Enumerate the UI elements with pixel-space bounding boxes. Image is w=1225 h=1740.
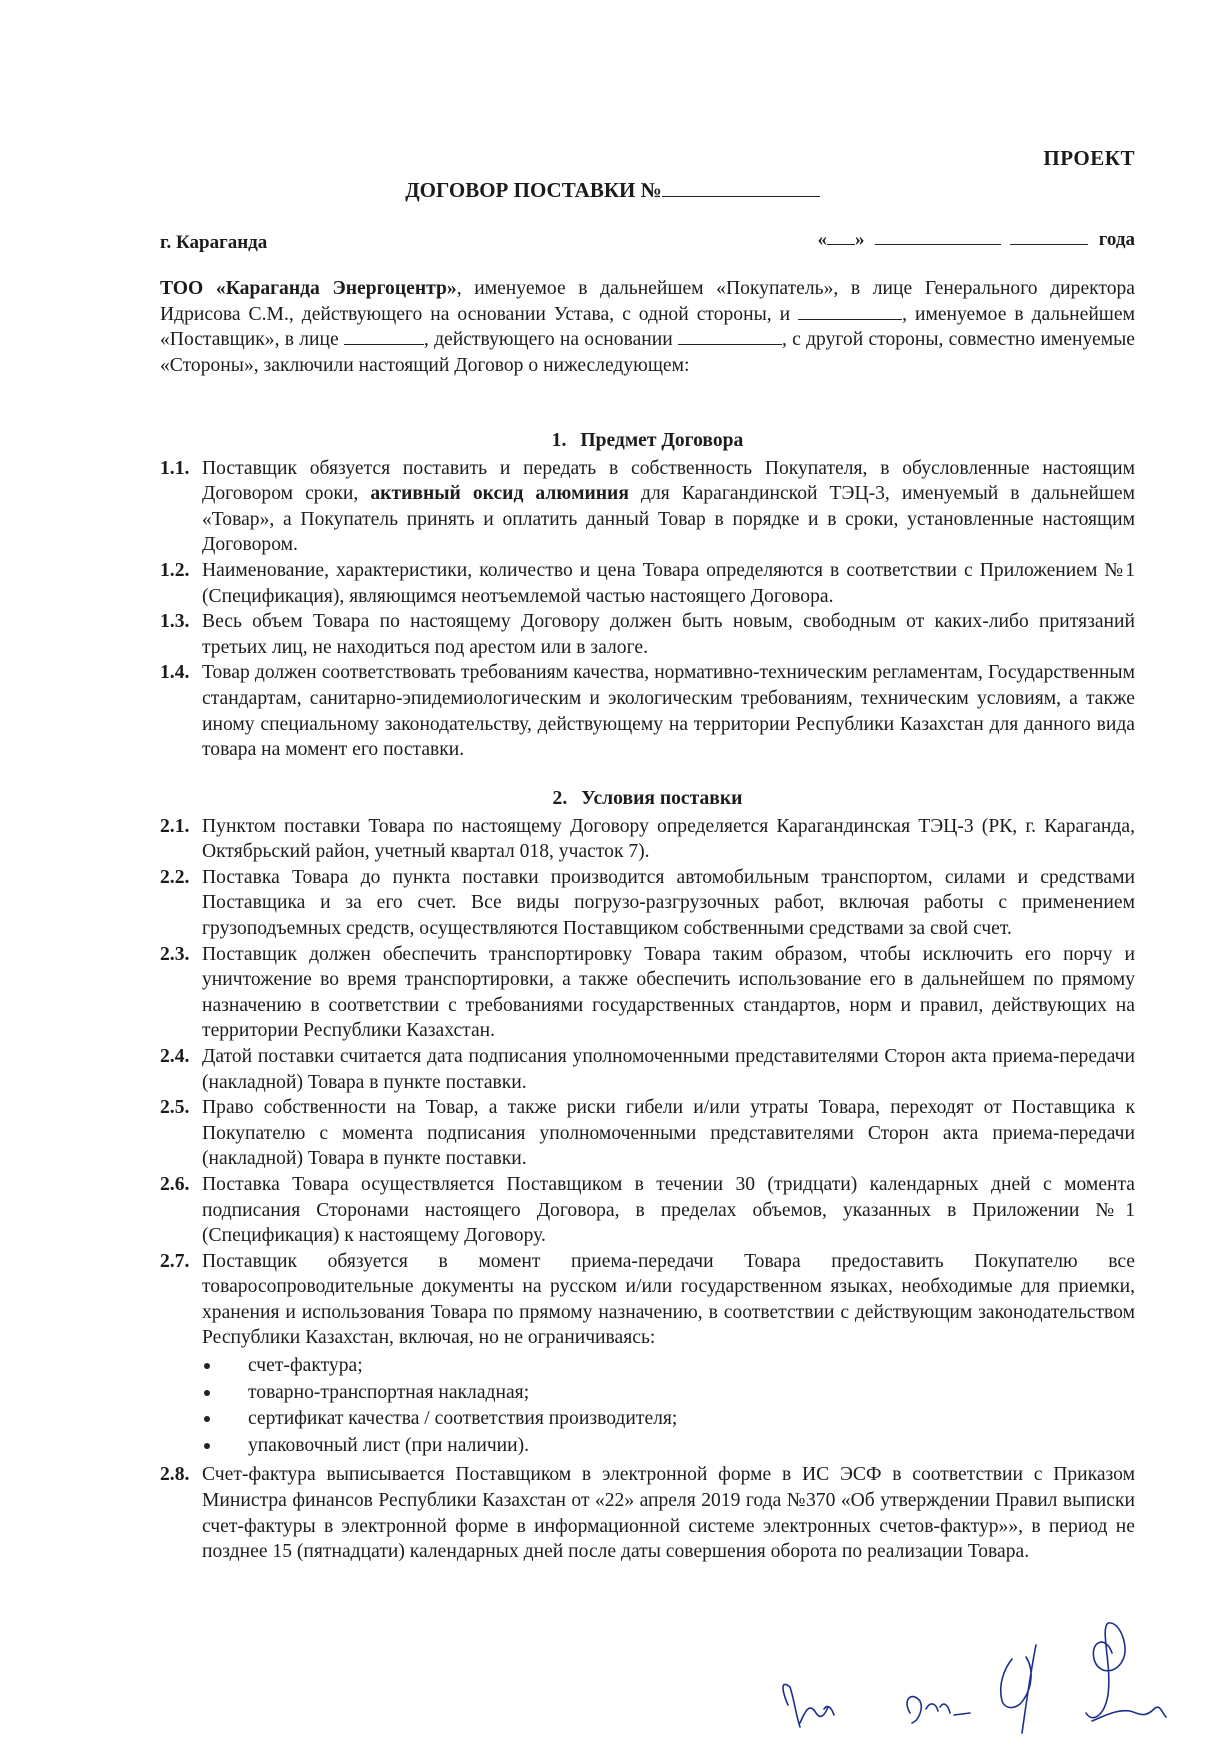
document-list (160, 1353, 1135, 1458)
clause-text: Поставщик должен обеспечить транспортировку Товара таким образом, чтобы исключить его порчу и уничтожение во время транспортировки, а также обеспечить использование его в дальнейшем по прямому назначению в соответствии с требованиями государственных стандартов, норм и правил, действующих на территории Республики Казахстан. (202, 943, 1135, 1042)
date-open-quote: « (817, 229, 828, 250)
clause-2-4 (160, 1044, 1135, 1095)
contract-city: г. Караганда (160, 232, 268, 253)
list-item (202, 1406, 1135, 1432)
contract-date (818, 228, 1135, 251)
date-close-quote: » (855, 229, 865, 250)
clause-2-2 (160, 865, 1135, 942)
clause-number: 1.2. (160, 559, 190, 581)
clause-number: 1.3. (160, 611, 190, 633)
clause-text: Поставка Товара осуществляется Поставщиком в течении 30 (тридцати) календарных дней с момента подписания Сторонами настоящего Договора, в пределах объемов, указанных в Приложении №1 (Спецификация) к настоящему Договору. (202, 1173, 1135, 1247)
clause-1-2 (160, 558, 1135, 609)
representative-blank (344, 328, 424, 345)
list-item (202, 1380, 1135, 1406)
signature-3 (1001, 1645, 1036, 1733)
section-2-title: Условия поставки (581, 788, 743, 809)
clause-1-3 (160, 609, 1135, 660)
clause-number: 2.5. (160, 1097, 190, 1119)
clause-number: 1.1. (160, 457, 190, 479)
list-item (202, 1353, 1135, 1379)
contract-title (0, 176, 1225, 203)
clause-2-3 (160, 942, 1135, 1044)
clause-number: 2.8. (160, 1464, 190, 1486)
clause-text: Счет-фактура выписывается Поставщиком в электронной форме в ИС ЭСФ в соответствии с Приказом Министра финансов Республики Казахстан от «22» апреля 2019 года №370 «Об утверждении Правил выписки счет-фактуры в электронной форме в информационной системе электронных счетов-фактур»», в период не позднее 15 (пятнадцати) календарных дней после даты совершения оборота по реализации Товара. (202, 1464, 1135, 1563)
section-1-heading (160, 428, 1135, 454)
bullet-icon (204, 1390, 210, 1396)
preamble-part-1: , именуемое в дальнейшем «Покупатель», в лице Генерального директора Идрисова С.М., действующего на основании Устава, с одной стороны, и (160, 278, 1135, 325)
signature-1 (783, 1684, 834, 1727)
clause-2-8 (160, 1462, 1135, 1564)
clause-number: 2.1. (160, 815, 190, 837)
bullet-icon (204, 1363, 210, 1369)
preamble-part-3: , действующего на основании (423, 329, 678, 351)
clause-number: 2.6. (160, 1173, 190, 1195)
preamble-part-4: , с другой стороны, совместно именуемые «Стороны», заключили настоящий Договор о нижеследующем: (160, 329, 1136, 376)
clause-2-6 (160, 1172, 1135, 1249)
clause-text: для Карагандинской ТЭЦ-3, именуемый в дальнейшем «Товар», а Покупатель принять и оплатить данный Товар в порядке и в сроки, установленные настоящим Договором. (202, 483, 1135, 556)
clause-number: 2.7. (160, 1250, 190, 1272)
clause-text: Право собственности на Товар, а также риски гибели и/или утраты Товара, переходят от Поставщика к Покупателю с момента подписания уполномоченными представителями Сторон акта приема-передачи (накладной) Товара в пункте поставки. (202, 1097, 1135, 1170)
clause-number: 2.4. (160, 1045, 190, 1067)
clause-number: 1.4. (160, 662, 190, 684)
clause-number: 2.3. (160, 943, 190, 965)
section-1 (160, 428, 1135, 763)
clause-text: Пунктом поставки Товара по настоящему Договору определяется Карагандинская ТЭЦ-3 (РК, г. Караганда, Октябрьский район, учетный квартал 018, участок 7). (202, 815, 1135, 863)
preamble (160, 276, 1135, 378)
section-2 (160, 786, 1135, 1565)
clause-text: Датой поставки считается дата подписания уполномоченными представителями Сторон акта приема-передачи (накладной) Товара в пункте поставки. (202, 1045, 1135, 1093)
list-item-text: товарно-транспортная накладная; (248, 1381, 530, 1403)
clause-text: Поставка Товара до пункта поставки производится автомобильным транспортом, силами и средствами Поставщика и за его счет. Все виды погрузо-разгрузочных работ, включая работы с применением грузоподъемных средств, осуществляются Поставщиком собственными средствами за свой счет. (202, 866, 1135, 939)
buyer-name: ТОО «Караганда Энергоцентр» (160, 278, 457, 299)
section-2-number: 2. (552, 788, 568, 809)
section-1-title: Предмет Договора (580, 430, 744, 451)
list-item-text: счет-фактура; (248, 1355, 363, 1377)
year-blank (1010, 228, 1088, 245)
contract-title-text: ДОГОВОР ПОСТАВКИ № (405, 178, 662, 202)
clause-text: Весь объем Товара по настоящему Договору должен быть новым, свободным от каких-либо притязаний третьих лиц, не находиться под арестом или в залоге. (202, 611, 1135, 658)
product-name: активный оксид алюминия (370, 483, 629, 505)
clause-1-4 (160, 660, 1135, 762)
section-1-number: 1. (551, 430, 567, 451)
section-2-heading (160, 786, 1135, 812)
clause-2-7 (160, 1249, 1135, 1351)
clause-text: Наименование, характеристики, количество и цена Товара определяются в соответствии с Приложением №1 (Спецификация), являющимся неотъемлемой частью настоящего Договора. (202, 559, 1135, 607)
list-item (202, 1433, 1135, 1459)
draft-label: ПРОЕКТ (1043, 146, 1135, 170)
bullet-icon (204, 1443, 210, 1449)
contract-number-blank (662, 176, 820, 197)
signatures (740, 1605, 1180, 1735)
clause-text: Поставщик обязуется поставить и передать в собственность Покупателя, в обусловленные настоящим Договором сроки, (202, 457, 1135, 505)
clause-number: 2.2. (160, 866, 190, 888)
month-blank (875, 228, 1001, 245)
date-suffix: года (1098, 229, 1135, 250)
preamble-part-2: , именуемое в дальнейшем «Поставщик», в лице (160, 303, 1135, 351)
clause-2-1 (160, 814, 1135, 865)
clause-text: Товар должен соответствовать требованиям качества, нормативно-техническим регламентам, Государственным стандартам, санитарно-эпидемиологическим и экологическим требованиям, техническим условиям, а также иному специальному законодательству, действующему на территории Республики Казахстан для данного вида товара на момент его поставки. (202, 662, 1135, 761)
clause-text: Поставщик обязуется в момент приема-передачи Товара предоставить Покупателю все товаросопроводительные документы на русском и/или государственном языках, необходимые для приемки, хранения и использования Товара по прямому назначению, в соответствии с действующим законодательством Республики Казахстан, включая, но не ограничиваясь: (202, 1250, 1135, 1349)
signature-2 (907, 1697, 970, 1723)
basis-blank (678, 328, 782, 345)
day-blank (827, 228, 855, 245)
signature-4 (1086, 1623, 1166, 1721)
clause-1-1 (160, 456, 1135, 558)
clause-2-5 (160, 1095, 1135, 1172)
supplier-name-blank (798, 303, 902, 320)
list-item-text: упаковочный лист (при наличии). (248, 1434, 530, 1456)
list-item-text: сертификат качества / соответствия производителя; (248, 1408, 678, 1430)
bullet-icon (204, 1416, 210, 1422)
